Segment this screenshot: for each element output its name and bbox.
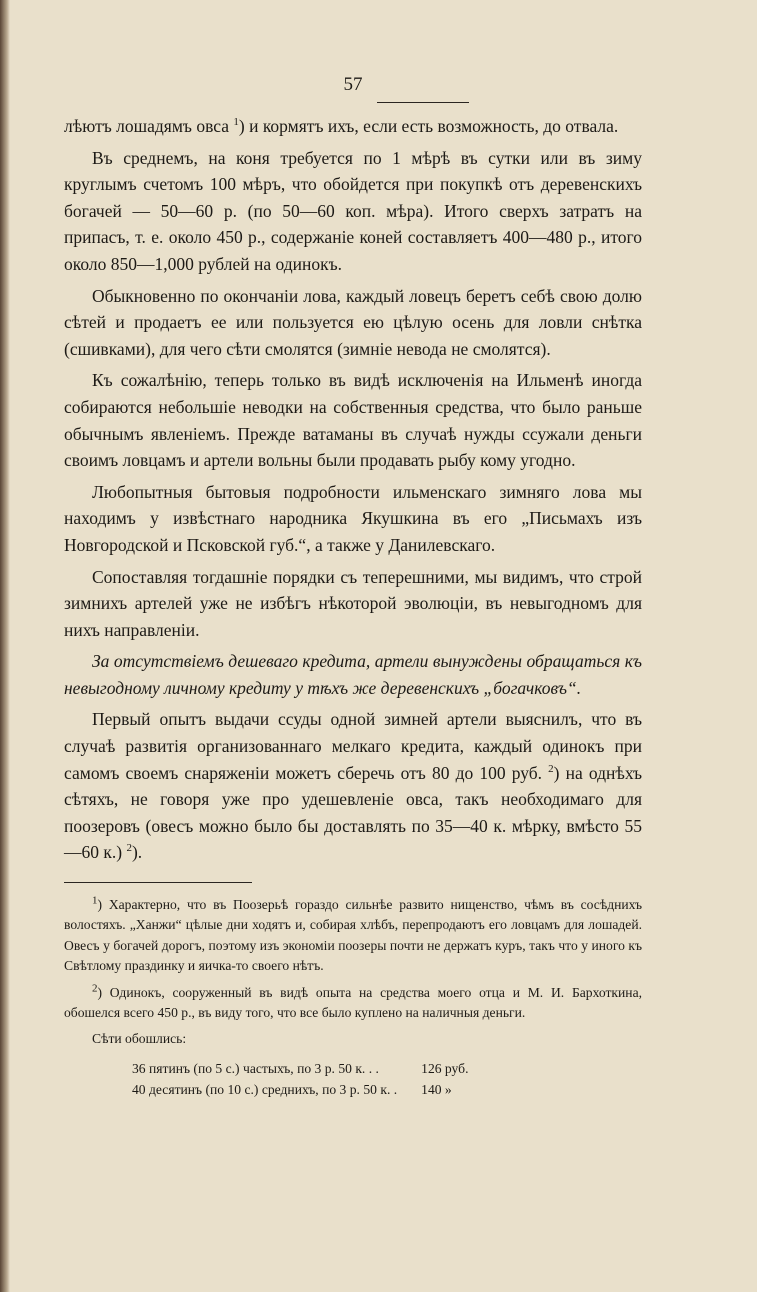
footnote-text: ) Характерно, что въ Поозерьѣ гораздо сильнѣе развито нищенство, чѣмъ въ сосѣднихъ волостяхъ. „Ханжи“ цѣлые дни ходятъ и, собирая хлѣбъ, перепродаютъ его ловцамъ для лошадей. Овесъ у богачей дорогъ, поэтому изъ экономіи поозеры почти не держатъ куръ, такъ что у иного къ Свѣтлому праздинку и яичка-то своего нѣтъ.: [64, 897, 642, 974]
paragraph-text: лѣютъ лошадямъ овса: [64, 116, 234, 136]
paragraph: Любопытныя бытовыя подробности ильменскаго зимняго лова мы находимъ у извѣстнаго народника Якушкина въ его „Письмахъ изъ Новгородской и Псковской губ.“, а также у Данилевскаго.: [64, 481, 642, 555]
cost-amount: 126 руб.: [421, 1060, 469, 1076]
paragraph: [64, 706, 642, 866]
footnote-mark: 1: [92, 894, 98, 907]
costs-table: [132, 1058, 474, 1100]
footnote: [64, 983, 642, 1024]
page-number-rule: [377, 102, 469, 103]
footnote-text: ) Одинокъ, сооруженный въ видѣ опыта на средства моего отца и М. И. Бархоткина, обошелся всего 450 р., въ виду того, что все было куплено на наличныя деньги.: [64, 984, 642, 1021]
footnote-mark: 2: [92, 982, 98, 995]
cost-amount: 140 »: [421, 1081, 452, 1097]
paragraph: Обыкновенно по окончаніи лова, каждый ловецъ беретъ себѣ свою долю сѣтей и продаетъ ее или пользуется ею цѣлую осень для ловли снѣтка (сшивками), для чего сѣти смолятся (зимніе невода не смолятся).: [64, 285, 642, 359]
page-number: 57: [343, 74, 363, 95]
book-spine-edge: [0, 0, 10, 1292]
footnote-separator: [64, 882, 252, 883]
book-page: [64, 74, 642, 1100]
paragraph-text: ) и кормятъ ихъ, если есть возможность, до отвала.: [238, 116, 619, 136]
paragraph-text: ).: [131, 842, 143, 863]
paragraph-italic: За отсутствіемъ дешеваго кредита, артели вынуждены обращаться къ невыгодному личному кредиту у тѣхъ же деревенскихъ „богачковъ“.: [64, 651, 642, 698]
footnote-ref: 1: [233, 116, 239, 129]
table-row: [132, 1079, 474, 1100]
footnote: [64, 895, 642, 977]
paragraph-text: Первый опытъ выдачи ссуды одной зимней артели выяснилъ, что въ случаѣ развитія организованнаго мелкаго кредита, каждый одинокъ при самомъ своемъ снаряженіи можетъ сберечь отъ 80 до 100 руб.: [64, 709, 642, 783]
body-text: [64, 113, 642, 866]
paragraph: Къ сожалѣнію, теперь только въ видѣ исключенія на Ильменѣ иногда собираются небольшіе неводки на собственныя средства, что было раньше обычнымъ явленіемъ. Прежде ватаманы въ случаѣ нужды ссужали деньги своимъ ловцамъ и артели вольны были продавать рыбу кому угодно.: [64, 370, 642, 471]
cost-description: 40 десятинъ (по 10 с.) среднихъ, по 3 р. 50 к. .: [132, 1081, 398, 1097]
footnote-ref: 2: [548, 762, 554, 775]
footnote-ref: 2: [126, 842, 132, 855]
cost-description: 36 пятинъ (по 5 с.) частыхъ, по 3 р. 50 к. . .: [132, 1060, 379, 1076]
footnotes: [64, 895, 642, 1100]
costs-title: Сѣти обошлись:: [92, 1031, 187, 1047]
paragraph: Сопоставляя тогдашніе порядки съ теперешними, мы видимъ, что строй зимнихъ артелей уже не избѣгъ нѣкоторой эволюціи, въ невыгодномъ для нихъ направленіи.: [64, 566, 642, 640]
paragraph: [64, 113, 642, 140]
table-row: [132, 1058, 474, 1079]
paragraph: Въ среднемъ, на коня требуется по 1 мѣрѣ въ сутки или въ зиму круглымъ счетомъ 100 мѣръ, что обойдется при покупкѣ отъ деревенскихъ богачей — 50—60 р. (по 50—60 коп. мѣра). Итого сверхъ затратъ на припасъ, т. е. около 450 р., содержаніе коней составляетъ 400—480 р., итого около 850—1,000 рублей на одинокъ.: [64, 147, 642, 274]
paragraph-text: ) на однѣхъ сѣтяхъ, не говоря уже про удешевленіе овса, такъ необходимаго для поозеровъ (овесъ можно было бы доставлять по 35—40 к. мѣрку, вмѣсто 55—60 к.): [64, 762, 642, 863]
